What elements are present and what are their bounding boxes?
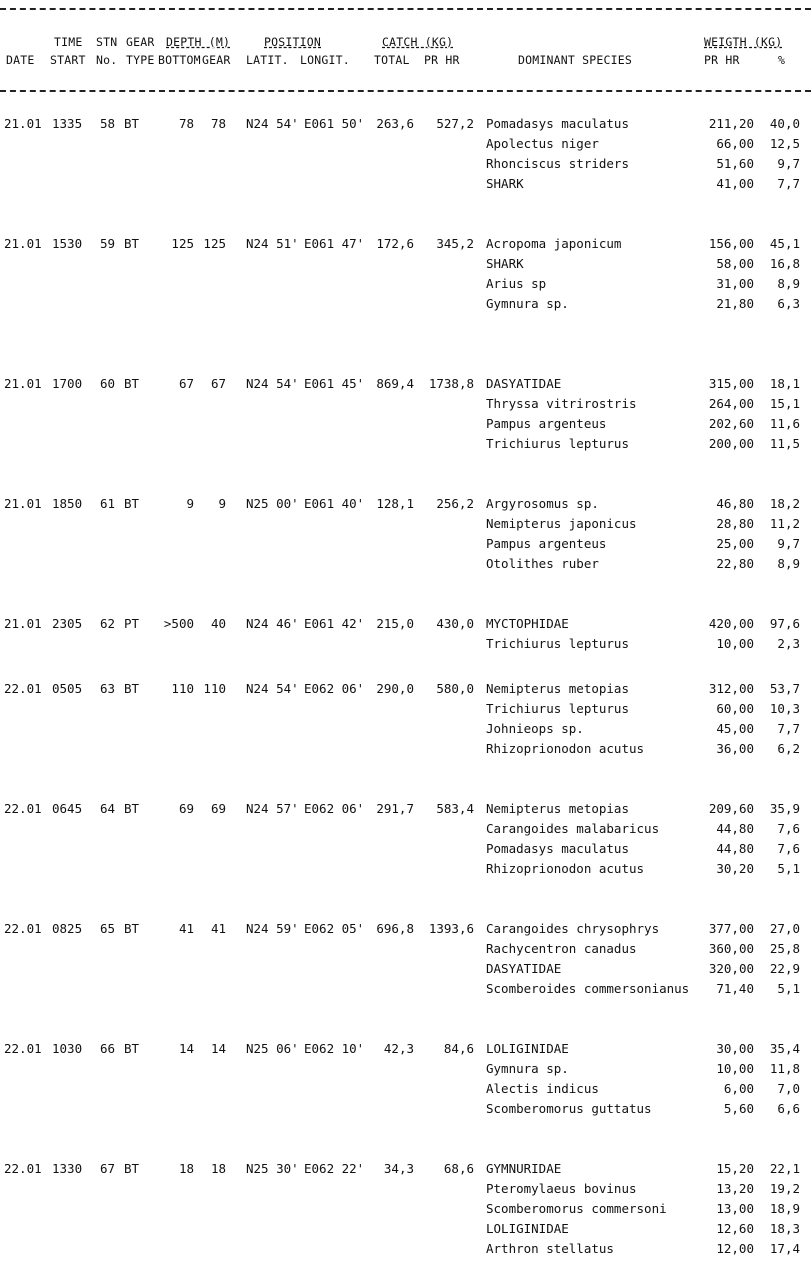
species-weight-percent: 2,3	[777, 636, 800, 651]
species-name: GYMNURIDAE	[486, 1161, 562, 1176]
cell-latitude: N24 54'	[246, 681, 299, 696]
cell-longitude: E062 06'	[304, 681, 365, 696]
species-weight-percent: 7,6	[777, 821, 800, 836]
dominant-species-list	[486, 1039, 652, 1119]
cell-catch-total: 696,8	[376, 921, 414, 936]
cell-longitude: E061 47'	[304, 236, 365, 251]
cell-date: 21.01	[4, 616, 42, 631]
cell-time: 1530	[52, 236, 83, 251]
cell-catch-prhr: 68,6	[443, 1161, 474, 1176]
species-weight-percent: 9,7	[777, 536, 800, 551]
cell-gear-depth: 40	[210, 616, 226, 631]
cell-gear-depth: 67	[210, 376, 226, 391]
species-weight-kg: 264,00	[708, 396, 754, 411]
species-weight-list	[690, 1039, 800, 1119]
species-weight-percent: 18,9	[769, 1201, 800, 1216]
species-weight-row	[690, 534, 800, 554]
cell-gear-depth: 9	[218, 496, 226, 511]
species-weight-kg: 13,00	[716, 1201, 754, 1216]
species-weight-percent: 7,7	[777, 176, 800, 191]
species-name: Nemipterus japonicus	[486, 516, 637, 531]
species-weight-row	[690, 414, 800, 434]
header-catch-prhr: PR HR	[424, 53, 460, 67]
species-name: Gymnura sp.	[486, 1061, 569, 1076]
cell-latitude: N25 30'	[246, 1161, 299, 1176]
cell-gear-depth: 18	[210, 1161, 226, 1176]
cell-time: 2305	[52, 616, 83, 631]
dominant-species-list	[486, 494, 637, 574]
dominant-species-list	[486, 114, 629, 194]
cell-longitude: E061 40'	[304, 496, 365, 511]
species-name: Rhizoprionodon acutus	[486, 741, 645, 756]
species-weight-list	[690, 114, 800, 194]
cell-longitude: E061 50'	[304, 116, 365, 131]
cell-date: 21.01	[4, 236, 42, 251]
species-weight-row	[690, 719, 800, 739]
dominant-species-list	[486, 1159, 667, 1259]
cell-bottom-depth: 9	[186, 496, 194, 511]
cell-catch-total: 34,3	[383, 1161, 414, 1176]
header-weight-top: WEIGTH (KG)	[704, 35, 783, 49]
cell-catch-total: 215,0	[376, 616, 414, 631]
cell-time: 1330	[52, 1161, 83, 1176]
cell-latitude: N24 54'	[246, 376, 299, 391]
cell-catch-total: 263,6	[376, 116, 414, 131]
species-weight-row	[690, 959, 800, 979]
header-stn-bottom: No.	[96, 53, 118, 67]
species-weight-list	[690, 919, 800, 999]
species-name: Scomberomorus guttatus	[486, 1101, 652, 1116]
species-name: Argyrosomus sp.	[486, 496, 599, 511]
species-weight-row	[690, 614, 800, 634]
species-weight-row	[690, 634, 800, 654]
species-name: Scomberomorus commersoni	[486, 1201, 667, 1216]
species-weight-row	[690, 494, 800, 514]
species-weight-percent: 7,6	[777, 841, 800, 856]
cell-latitude: N25 06'	[246, 1041, 299, 1056]
cell-date: 21.01	[4, 116, 42, 131]
cell-latitude: N24 51'	[246, 236, 299, 251]
species-name: DASYATIDAE	[486, 376, 562, 391]
cell-longitude: E061 42'	[304, 616, 365, 631]
cell-bottom-depth: 67	[178, 376, 194, 391]
cell-bottom-depth: 41	[178, 921, 194, 936]
species-weight-kg: 202,60	[708, 416, 754, 431]
species-weight-row	[690, 174, 800, 194]
species-weight-row	[690, 859, 800, 879]
cell-bottom-depth: 78	[178, 116, 194, 131]
cell-gear-type: BT	[124, 1041, 140, 1056]
species-weight-percent: 53,7	[769, 681, 800, 696]
species-weight-row	[690, 234, 800, 254]
species-weight-percent: 11,5	[769, 436, 800, 451]
species-weight-kg: 58,00	[716, 256, 754, 271]
species-weight-row	[690, 394, 800, 414]
species-weight-kg: 312,00	[708, 681, 754, 696]
cell-gear-type: PT	[124, 616, 140, 631]
cell-gear-type: BT	[124, 921, 140, 936]
species-name: Scomberoides commersonianus	[486, 981, 690, 996]
species-weight-kg: 15,20	[716, 1161, 754, 1176]
species-weight-percent: 18,3	[769, 1221, 800, 1236]
cell-catch-total: 42,3	[383, 1041, 414, 1056]
species-weight-list	[690, 234, 800, 314]
header-time-top: TIME	[54, 35, 83, 49]
species-weight-kg: 377,00	[708, 921, 754, 936]
species-weight-list	[690, 1159, 800, 1259]
species-weight-kg: 25,00	[716, 536, 754, 551]
species-weight-kg: 31,00	[716, 276, 754, 291]
species-weight-kg: 41,00	[716, 176, 754, 191]
species-weight-row	[690, 1079, 800, 1099]
header-dashed-rule	[0, 90, 811, 92]
species-weight-percent: 5,1	[777, 981, 800, 996]
cell-time: 1850	[52, 496, 83, 511]
header-catch-total: TOTAL	[374, 53, 410, 67]
cell-catch-prhr: 84,6	[443, 1041, 474, 1056]
header-dominant-species: DOMINANT SPECIES	[518, 53, 632, 67]
species-name: Pomadasys maculatus	[486, 841, 629, 856]
cell-station-no: 58	[100, 116, 116, 131]
header-position-top: POSITION	[264, 35, 321, 49]
cell-catch-prhr: 430,0	[436, 616, 474, 631]
species-weight-percent: 11,2	[769, 516, 800, 531]
cell-catch-total: 172,6	[376, 236, 414, 251]
species-name: LOLIGINIDAE	[486, 1221, 569, 1236]
species-weight-kg: 6,00	[723, 1081, 754, 1096]
species-weight-kg: 44,80	[716, 821, 754, 836]
species-weight-percent: 19,2	[769, 1181, 800, 1196]
species-weight-kg: 200,00	[708, 436, 754, 451]
dominant-species-list	[486, 234, 621, 314]
cell-station-no: 59	[100, 236, 116, 251]
header-date: DATE	[6, 53, 35, 67]
species-weight-percent: 6,3	[777, 296, 800, 311]
cell-date: 21.01	[4, 496, 42, 511]
species-weight-kg: 51,60	[716, 156, 754, 171]
species-weight-row	[690, 134, 800, 154]
species-weight-row	[690, 114, 800, 134]
species-weight-row	[690, 294, 800, 314]
cell-date: 22.01	[4, 801, 42, 816]
species-weight-kg: 320,00	[708, 961, 754, 976]
species-weight-percent: 35,4	[769, 1041, 800, 1056]
species-weight-percent: 18,1	[769, 376, 800, 391]
header-catch-top: CATCH (KG)	[382, 35, 454, 49]
cell-latitude: N24 54'	[246, 116, 299, 131]
cell-time: 1030	[52, 1041, 83, 1056]
species-name: Trichiurus lepturus	[486, 701, 629, 716]
cell-time: 1335	[52, 116, 83, 131]
species-name: Johnieops sp.	[486, 721, 584, 736]
cell-longitude: E062 10'	[304, 1041, 365, 1056]
species-name: MYCTOPHIDAE	[486, 616, 569, 631]
species-weight-kg: 44,80	[716, 841, 754, 856]
species-name: Nemipterus metopias	[486, 681, 629, 696]
cell-date: 22.01	[4, 681, 42, 696]
cell-station-no: 63	[100, 681, 116, 696]
header-depth-gear: GEAR	[202, 53, 231, 67]
species-name: Nemipterus metopias	[486, 801, 629, 816]
species-weight-percent: 11,8	[769, 1061, 800, 1076]
species-name: Trichiurus lepturus	[486, 636, 629, 651]
species-name: Carangoides chrysophrys	[486, 921, 660, 936]
header-position-lon: LONGIT.	[300, 53, 350, 67]
species-weight-kg: 30,00	[716, 1041, 754, 1056]
species-weight-row	[690, 1159, 800, 1179]
species-name: Rhonciscus striders	[486, 156, 629, 171]
species-weight-row	[690, 1239, 800, 1259]
cell-gear-type: BT	[124, 1161, 140, 1176]
cell-catch-prhr: 1738,8	[428, 376, 474, 391]
species-weight-list	[690, 679, 800, 759]
cell-gear-type: BT	[124, 236, 140, 251]
species-weight-kg: 12,60	[716, 1221, 754, 1236]
species-weight-row	[690, 434, 800, 454]
species-weight-kg: 315,00	[708, 376, 754, 391]
species-weight-kg: 156,00	[708, 236, 754, 251]
species-weight-kg: 71,40	[716, 981, 754, 996]
species-name: Pomadasys maculatus	[486, 116, 629, 131]
species-name: SHARK	[486, 256, 524, 271]
species-weight-kg: 30,20	[716, 861, 754, 876]
cell-bottom-depth: >500	[163, 616, 194, 631]
species-weight-percent: 10,3	[769, 701, 800, 716]
species-weight-percent: 6,6	[777, 1101, 800, 1116]
species-weight-list	[690, 799, 800, 879]
species-weight-kg: 10,00	[716, 636, 754, 651]
species-weight-row	[690, 254, 800, 274]
cell-time: 0825	[52, 921, 83, 936]
cell-longitude: E062 06'	[304, 801, 365, 816]
dominant-species-list	[486, 919, 689, 999]
species-name: Gymnura sp.	[486, 296, 569, 311]
species-weight-row	[690, 679, 800, 699]
species-weight-kg: 211,20	[708, 116, 754, 131]
species-name: Carangoides malabaricus	[486, 821, 660, 836]
cell-date: 22.01	[4, 1161, 42, 1176]
species-weight-row	[690, 919, 800, 939]
dominant-species-list	[486, 679, 644, 759]
cell-station-no: 61	[100, 496, 116, 511]
cell-catch-prhr: 527,2	[436, 116, 474, 131]
cell-station-no: 60	[100, 376, 116, 391]
species-weight-kg: 60,00	[716, 701, 754, 716]
species-weight-row	[690, 939, 800, 959]
cell-catch-prhr: 580,0	[436, 681, 474, 696]
species-weight-row	[690, 154, 800, 174]
cell-latitude: N24 59'	[246, 921, 299, 936]
species-weight-percent: 7,7	[777, 721, 800, 736]
species-weight-row	[690, 1039, 800, 1059]
species-name: Thryssa vitrirostris	[486, 396, 637, 411]
species-weight-row	[690, 839, 800, 859]
species-weight-kg: 360,00	[708, 941, 754, 956]
cell-gear-type: BT	[124, 116, 140, 131]
header-time-bottom: START	[50, 53, 86, 67]
species-weight-percent: 6,2	[777, 741, 800, 756]
species-name: Trichiurus lepturus	[486, 436, 629, 451]
species-weight-kg: 28,80	[716, 516, 754, 531]
species-weight-percent: 25,8	[769, 941, 800, 956]
species-weight-percent: 7,0	[777, 1081, 800, 1096]
header-weight-pct: %	[778, 53, 786, 67]
species-weight-percent: 22,1	[769, 1161, 800, 1176]
species-weight-kg: 45,00	[716, 721, 754, 736]
cell-catch-prhr: 256,2	[436, 496, 474, 511]
cell-gear-depth: 41	[210, 921, 226, 936]
cell-gear-depth: 125	[203, 236, 226, 251]
species-weight-percent: 12,5	[769, 136, 800, 151]
species-name: Rachycentron canadus	[486, 941, 637, 956]
cell-station-no: 66	[100, 1041, 116, 1056]
cell-time: 0645	[52, 801, 83, 816]
species-weight-list	[690, 494, 800, 574]
species-weight-percent: 97,6	[769, 616, 800, 631]
cell-station-no: 65	[100, 921, 116, 936]
species-weight-row	[690, 1199, 800, 1219]
species-weight-row	[690, 1219, 800, 1239]
cell-gear-depth: 78	[210, 116, 226, 131]
cell-latitude: N24 46'	[246, 616, 299, 631]
species-weight-kg: 5,60	[723, 1101, 754, 1116]
header-gear-bottom: TYPE	[126, 53, 155, 67]
species-weight-kg: 420,00	[708, 616, 754, 631]
species-name: Alectis indicus	[486, 1081, 599, 1096]
dominant-species-list	[486, 799, 659, 879]
species-weight-percent: 8,9	[777, 276, 800, 291]
cell-station-no: 67	[100, 1161, 116, 1176]
cell-time: 0505	[52, 681, 83, 696]
cell-bottom-depth: 69	[178, 801, 194, 816]
species-weight-kg: 13,20	[716, 1181, 754, 1196]
species-weight-row	[690, 1099, 800, 1119]
species-name: Apolectus niger	[486, 136, 599, 151]
species-weight-kg: 209,60	[708, 801, 754, 816]
cell-bottom-depth: 110	[171, 681, 194, 696]
species-weight-kg: 46,80	[716, 496, 754, 511]
cell-station-no: 64	[100, 801, 116, 816]
species-name: Otolithes ruber	[486, 556, 599, 571]
species-weight-percent: 15,1	[769, 396, 800, 411]
species-weight-percent: 45,1	[769, 236, 800, 251]
cell-time: 1700	[52, 376, 83, 391]
species-name: Arthron stellatus	[486, 1241, 614, 1256]
species-weight-row	[690, 1059, 800, 1079]
species-name: Pteromylaeus bovinus	[486, 1181, 637, 1196]
species-weight-percent: 11,6	[769, 416, 800, 431]
species-weight-kg: 22,80	[716, 556, 754, 571]
species-weight-percent: 17,4	[769, 1241, 800, 1256]
species-weight-row	[690, 554, 800, 574]
header-stn-top: STN	[96, 35, 118, 49]
species-weight-percent: 9,7	[777, 156, 800, 171]
cell-catch-total: 291,7	[376, 801, 414, 816]
cell-gear-depth: 110	[203, 681, 226, 696]
cell-longitude: E062 22'	[304, 1161, 365, 1176]
species-weight-kg: 10,00	[716, 1061, 754, 1076]
species-weight-row	[690, 274, 800, 294]
cell-bottom-depth: 14	[178, 1041, 194, 1056]
species-weight-row	[690, 799, 800, 819]
species-weight-percent: 5,1	[777, 861, 800, 876]
cell-catch-prhr: 1393,6	[428, 921, 474, 936]
cell-station-no: 62	[100, 616, 116, 631]
species-weight-row	[690, 1179, 800, 1199]
header-depth-top: DEPTH (M)	[166, 35, 231, 49]
species-weight-percent: 27,0	[769, 921, 800, 936]
species-name: Rhizoprionodon acutus	[486, 861, 645, 876]
species-weight-kg: 36,00	[716, 741, 754, 756]
cell-catch-total: 128,1	[376, 496, 414, 511]
cell-date: 22.01	[4, 1041, 42, 1056]
species-name: Arius sp	[486, 276, 547, 291]
cell-longitude: E061 45'	[304, 376, 365, 391]
cell-bottom-depth: 18	[178, 1161, 194, 1176]
species-name: LOLIGINIDAE	[486, 1041, 569, 1056]
species-name: DASYATIDAE	[486, 961, 562, 976]
species-weight-percent: 35,9	[769, 801, 800, 816]
species-weight-percent: 8,9	[777, 556, 800, 571]
species-weight-percent: 22,9	[769, 961, 800, 976]
species-weight-row	[690, 979, 800, 999]
header-position-lat: LATIT.	[246, 53, 289, 67]
species-name: SHARK	[486, 176, 524, 191]
cell-latitude: N24 57'	[246, 801, 299, 816]
cell-gear-type: BT	[124, 496, 140, 511]
species-weight-row	[690, 514, 800, 534]
header-depth-bottom: BOTTOM	[158, 53, 201, 67]
cell-date: 22.01	[4, 921, 42, 936]
cell-catch-prhr: 583,4	[436, 801, 474, 816]
species-name: Pampus argenteus	[486, 416, 607, 431]
cell-catch-prhr: 345,2	[436, 236, 474, 251]
dominant-species-list	[486, 374, 637, 454]
cell-gear-depth: 14	[210, 1041, 226, 1056]
species-weight-row	[690, 699, 800, 719]
header-gear-top: GEAR	[126, 35, 155, 49]
cell-catch-total: 869,4	[376, 376, 414, 391]
species-name: Pampus argenteus	[486, 536, 607, 551]
species-weight-list	[690, 374, 800, 454]
cell-gear-type: BT	[124, 801, 140, 816]
species-weight-list	[690, 614, 800, 654]
species-weight-percent: 16,8	[769, 256, 800, 271]
species-weight-percent: 40,0	[769, 116, 800, 131]
species-name: Acropoma japonicum	[486, 236, 622, 251]
species-weight-kg: 12,00	[716, 1241, 754, 1256]
species-weight-kg: 21,80	[716, 296, 754, 311]
cell-gear-depth: 69	[210, 801, 226, 816]
cell-catch-total: 290,0	[376, 681, 414, 696]
cell-gear-type: BT	[124, 376, 140, 391]
dominant-species-list	[486, 614, 629, 654]
cell-latitude: N25 00'	[246, 496, 299, 511]
header-weight-prhr: PR HR	[704, 53, 740, 67]
species-weight-row	[690, 739, 800, 759]
species-weight-percent: 18,2	[769, 496, 800, 511]
cell-date: 21.01	[4, 376, 42, 391]
cell-longitude: E062 05'	[304, 921, 365, 936]
species-weight-row	[690, 819, 800, 839]
cell-bottom-depth: 125	[171, 236, 194, 251]
cell-gear-type: BT	[124, 681, 140, 696]
species-weight-kg: 66,00	[716, 136, 754, 151]
species-weight-row	[690, 374, 800, 394]
top-dashed-rule	[0, 8, 811, 10]
